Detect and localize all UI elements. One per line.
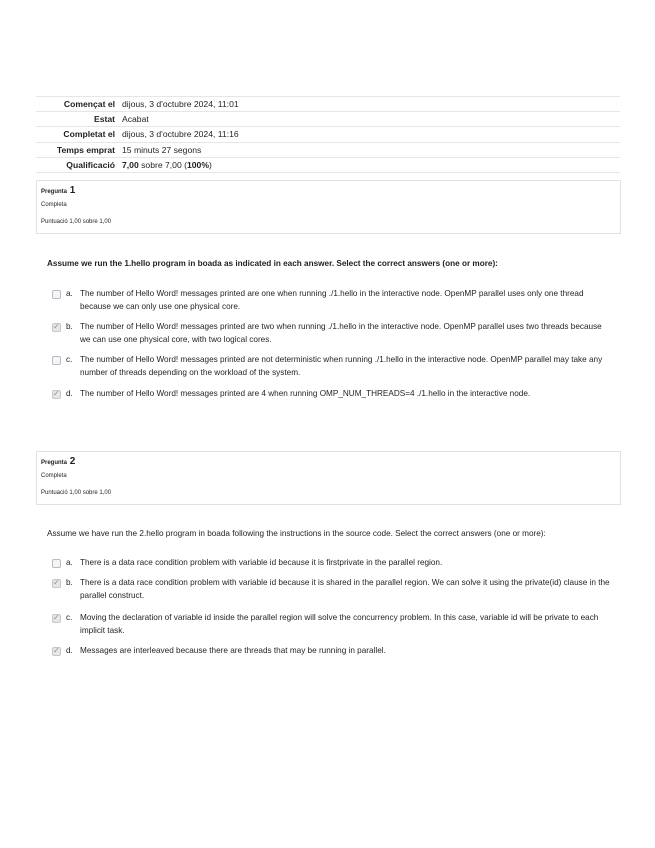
option-letter: a. <box>66 289 73 298</box>
option-letter: c. <box>66 613 73 622</box>
summary-value <box>122 157 620 172</box>
option-text: The number of Hello Word! messages printed are 4 when running OMP_NUM_THREADS=4 ./1.hello in the interactive node. <box>80 389 531 398</box>
question-number-value: 1 <box>69 185 76 196</box>
option-letter: b. <box>66 578 73 587</box>
checkbox-checked[interactable] <box>52 390 61 399</box>
option-text: The number of Hello Word! messages printed are one when running ./1.hello in the interactive node. OpenMP parallel uses only one thread because we can only use one physical core. <box>80 289 584 311</box>
question-state: Completa <box>41 202 67 208</box>
option-letter: a. <box>66 558 73 567</box>
summary-label: Qualificació <box>66 159 115 170</box>
checkbox[interactable] <box>52 290 61 299</box>
grade-mid: sobre 7,00 ( <box>138 159 187 170</box>
option-text: The number of Hello Word! messages printed are two when running ./1.hello in the interactive node. OpenMP parallel uses two threads because we can use one physical core, with two logical cores. <box>80 322 602 344</box>
summary-value: dijous, 3 d'octubre 2024, 11:16 <box>122 129 239 140</box>
attempt-summary-table <box>36 96 620 173</box>
option-text: Messages are interleaved because there are threads that may be running in parallel. <box>80 646 386 655</box>
summary-label: Estat <box>93 114 115 125</box>
summary-label: Començat el <box>63 99 115 110</box>
option-letter: d. <box>66 646 73 655</box>
question-number <box>41 456 75 467</box>
question-number <box>41 185 75 196</box>
grade-percent: 100% <box>186 159 209 170</box>
summary-row-time-taken <box>36 142 620 157</box>
question-2-option-c[interactable] <box>52 612 612 637</box>
option-text: Moving the declaration of variable id inside the parallel region will solve the concurrency problem. In this case, variable id will be private to each implicit task. <box>80 613 599 635</box>
question-1-text: Assume we run the 1.hello program in boada as indicated in each answer. Select the correct answers (one or more): <box>47 259 498 268</box>
summary-row-started <box>36 97 620 112</box>
question-2-info-box <box>36 451 621 505</box>
option-text: The number of Hello Word! messages printed are not deterministic when running ./1.hello in the interactive node. OpenMP parallel may take any number of threads depending on the workload of the system. <box>80 355 603 377</box>
summary-row-state <box>36 112 620 127</box>
question-1-option-b[interactable] <box>52 321 612 346</box>
option-letter: c. <box>66 355 73 364</box>
question-label: Pregunta <box>41 460 68 466</box>
option-text: There is a data race condition problem with variable id because it is shared in the parallel region. We can solve it using the private(id) clause in the parallel construct. <box>80 578 610 600</box>
summary-label: Temps emprat <box>56 144 115 155</box>
question-2-text: Assume we have run the 2.hello program in boada following the instructions in the source code. Select the correct answers (one or more): <box>47 529 546 538</box>
grade-end: ) <box>208 159 212 170</box>
option-letter: d. <box>66 389 73 398</box>
checkbox[interactable] <box>52 356 61 365</box>
option-text: There is a data race condition problem with variable id because it is firstprivate in the parallel region. <box>80 558 443 567</box>
summary-label: Completat el <box>63 129 115 140</box>
grade-score: 7,00 <box>122 159 139 170</box>
summary-value: Acabat <box>122 114 149 125</box>
question-2-option-b[interactable] <box>52 577 612 602</box>
checkbox-checked[interactable] <box>52 323 61 332</box>
question-grade: Puntuació 1,00 sobre 1,00 <box>41 490 112 496</box>
question-grade: Puntuació 1,00 sobre 1,00 <box>41 219 112 225</box>
checkbox-checked[interactable] <box>52 614 61 623</box>
question-1-option-c[interactable] <box>52 354 612 379</box>
question-1-info-box <box>36 180 621 234</box>
summary-row-completed <box>36 127 620 142</box>
question-2-option-a[interactable] <box>52 557 612 570</box>
summary-row-grade <box>36 157 620 172</box>
question-number-value: 2 <box>69 456 76 467</box>
question-1-option-a[interactable] <box>52 288 612 313</box>
checkbox-checked[interactable] <box>52 647 61 656</box>
checkbox-checked[interactable] <box>52 579 61 588</box>
checkbox[interactable] <box>52 559 61 568</box>
question-state: Completa <box>41 473 67 479</box>
summary-value: dijous, 3 d'octubre 2024, 11:01 <box>122 99 239 110</box>
question-2-option-d[interactable] <box>52 645 612 658</box>
question-label: Pregunta <box>41 189 68 195</box>
option-letter: b. <box>66 322 73 331</box>
summary-value: 15 minuts 27 segons <box>122 144 202 155</box>
question-1-option-d[interactable] <box>52 388 612 401</box>
